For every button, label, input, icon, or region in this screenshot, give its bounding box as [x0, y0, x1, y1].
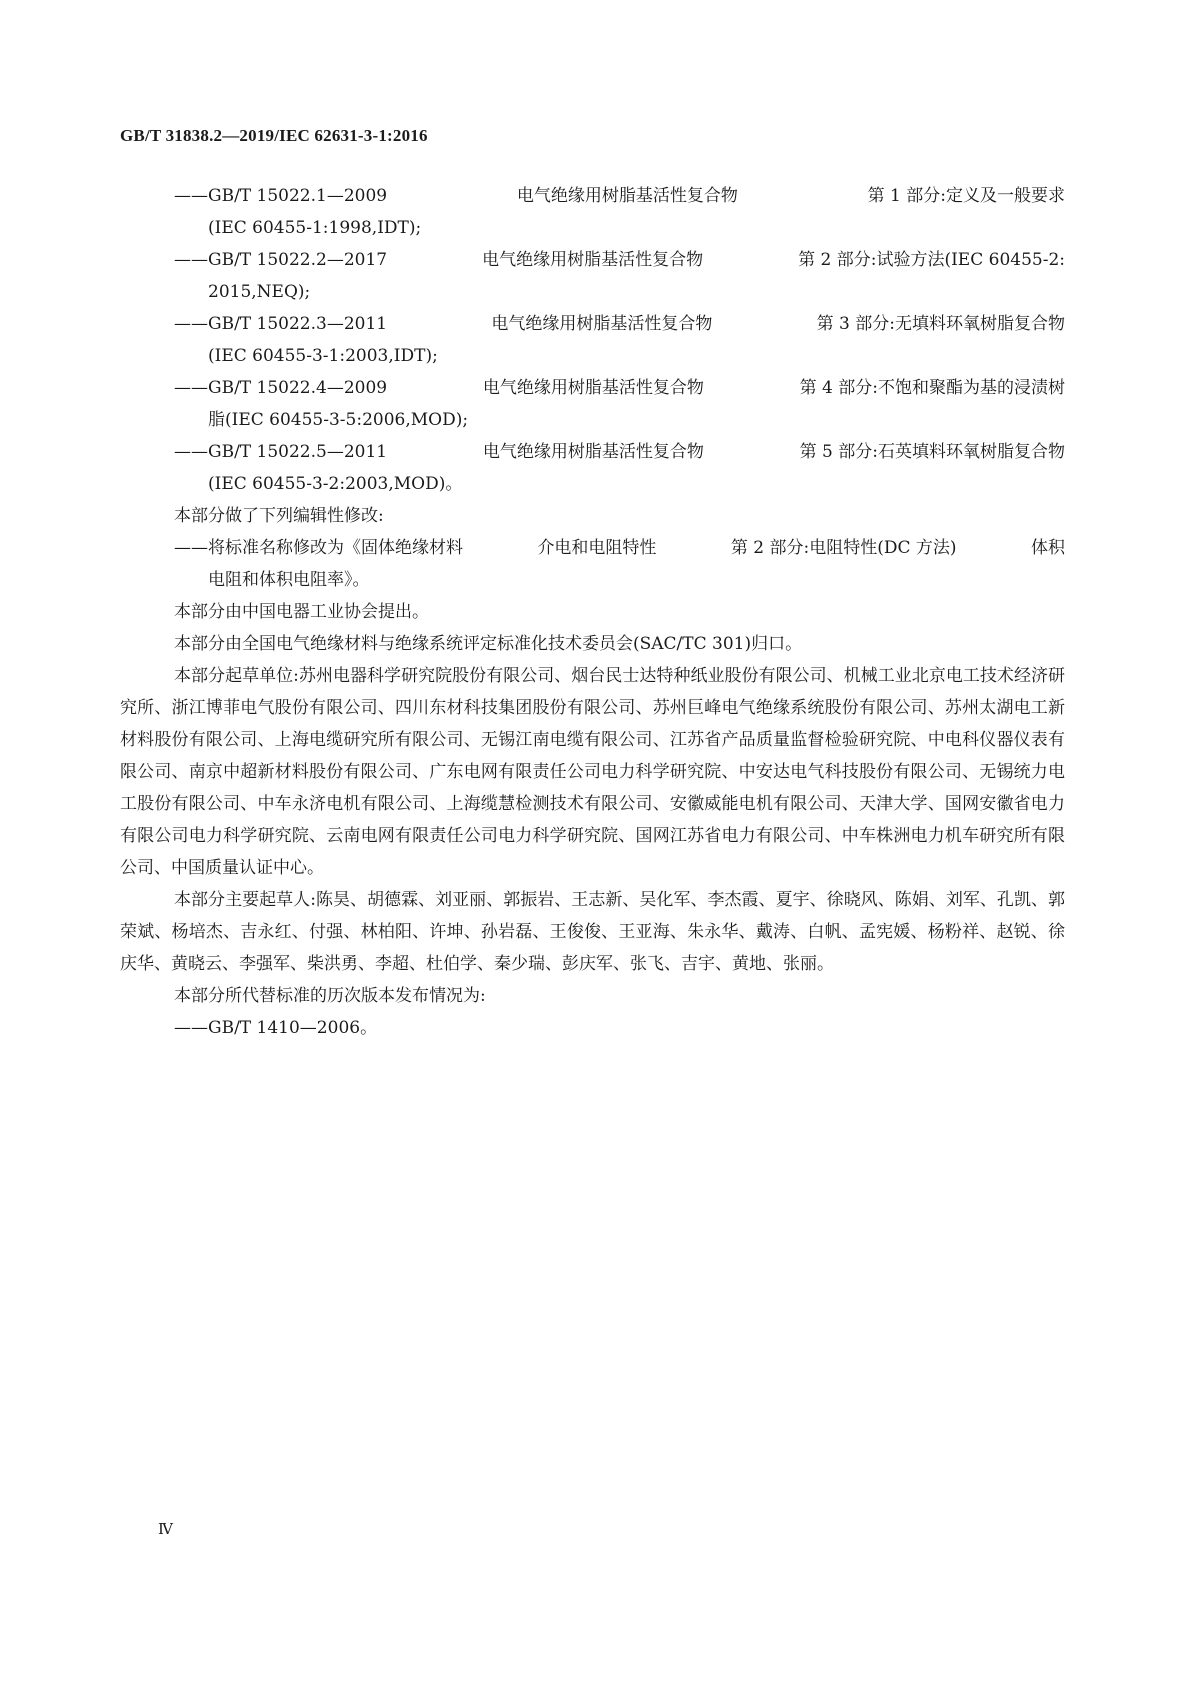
reference-item — [120, 180, 1065, 244]
reference-part: 第 2 部分:试验方法(IEC 60455-2: — [798, 250, 1065, 270]
dash: —— — [174, 538, 208, 558]
dash: —— — [174, 442, 208, 462]
reference-continuation: (IEC 60455-3-1:2003,IDT); — [208, 346, 438, 366]
reference-item — [120, 436, 1065, 500]
reference-title: 电气绝缘用树脂基活性复合物 — [491, 314, 713, 334]
reference-code: GB/T 15022.1—2009 — [208, 186, 388, 206]
editorial-segment: 介电和电阻特性 — [537, 538, 657, 558]
history-item — [120, 1012, 1065, 1044]
reference-title: 电气绝缘用树脂基活性复合物 — [482, 442, 704, 462]
history-item-text: GB/T 1410—2006。 — [208, 1018, 378, 1038]
editorial-intro: 本部分做了下列编辑性修改: — [174, 506, 384, 526]
dash: —— — [174, 250, 208, 270]
centralized-by: 本部分由全国电气绝缘材料与绝缘系统评定标准化技术委员会(SAC/TC 301)归口。 — [174, 634, 803, 654]
page-header-standard-code: GB/T 31838.2—2019/IEC 62631-3-1:2016 — [120, 126, 428, 145]
reference-continuation: 脂(IEC 60455-3-5:2006,MOD); — [208, 410, 469, 430]
reference-item — [120, 372, 1065, 436]
reference-title: 电气绝缘用树脂基活性复合物 — [516, 186, 738, 206]
dash: —— — [174, 314, 208, 334]
editorial-segment: 第 2 部分:电阻特性(DC 方法) — [730, 538, 957, 558]
reference-part: 第 3 部分:无填料环氧树脂复合物 — [816, 314, 1065, 334]
reference-item — [120, 244, 1065, 308]
editorial-segment: 体积 — [1030, 538, 1065, 558]
drafting-units: 本部分起草单位:苏州电器科学研究院股份有限公司、烟台民士达特种纸业股份有限公司、机械工业北京电工技术经济研究所、浙江博菲电气股份有限公司、四川东材科技集团股份有限公司、苏州巨峰电气绝缘系统股份有限公司、苏州太湖电工新材料股份有限公司、上海电缆研究所有限公司、无锡江南电缆有限公司、江苏省产品质量监督检验研究院、中电科仪器仪表有限公司、南京中超新材料股份有限公司、广东电网有限责任公司电力科学研究院、中安达电气科技股份有限公司、无锡统力电工股份有限公司、中车永济电机有限公司、上海缆慧检测技术有限公司、安徽威能电机有限公司、天津大学、国网安徽省电力有限公司电力科学研究院、云南电网有限责任公司电力科学研究院、国网江苏省电力有限公司、中车株洲电力机车研究所有限公司、中国质量认证中心。 — [120, 666, 1065, 878]
reference-code: GB/T 15022.5—2011 — [208, 442, 388, 462]
editorial-continuation: 电阻和体积电阻率》。 — [208, 570, 370, 590]
reference-continuation: 2015,NEQ); — [208, 282, 311, 302]
reference-part: 第 5 部分:石英填料环氧树脂复合物 — [799, 442, 1065, 462]
reference-part: 第 4 部分:不饱和聚酯为基的浸渍树 — [799, 378, 1065, 398]
reference-code: GB/T 15022.4—2009 — [208, 378, 388, 398]
reference-title: 电气绝缘用树脂基活性复合物 — [482, 250, 704, 270]
dash: —— — [174, 378, 208, 398]
dash: —— — [174, 1018, 208, 1038]
reference-part: 第 1 部分:定义及一般要求 — [867, 186, 1065, 206]
reference-item — [120, 308, 1065, 372]
reference-code: GB/T 15022.2—2017 — [208, 250, 388, 270]
proposed-by: 本部分由中国电器工业协会提出。 — [174, 602, 429, 622]
dash: —— — [174, 186, 208, 206]
editorial-item — [120, 532, 1065, 596]
document-body — [120, 180, 1065, 1044]
page-number: Ⅳ — [158, 1522, 173, 1538]
drafters: 本部分主要起草人:陈昊、胡德霖、刘亚丽、郭振岩、王志新、吴化军、李杰霞、夏宇、徐晓风、陈娟、刘军、孔凯、郭荣斌、杨培杰、吉永红、付强、林柏阳、许坤、孙岩磊、王俊俊、王亚海、朱永华、戴涛、白帆、孟宪媛、杨粉祥、赵锐、徐庆华、黄晓云、李强军、柴洪勇、李超、杜伯学、秦少瑞、彭庆军、张飞、吉宇、黄地、张丽。 — [120, 890, 1065, 974]
editorial-segment: 将标准名称修改为《固体绝缘材料 — [208, 538, 463, 558]
reference-title: 电气绝缘用树脂基活性复合物 — [482, 378, 704, 398]
reference-code: GB/T 15022.3—2011 — [208, 314, 388, 334]
history-intro: 本部分所代替标准的历次版本发布情况为: — [174, 986, 486, 1006]
reference-continuation: (IEC 60455-3-2:2003,MOD)。 — [208, 474, 463, 494]
reference-continuation: (IEC 60455-1:1998,IDT); — [208, 218, 422, 238]
